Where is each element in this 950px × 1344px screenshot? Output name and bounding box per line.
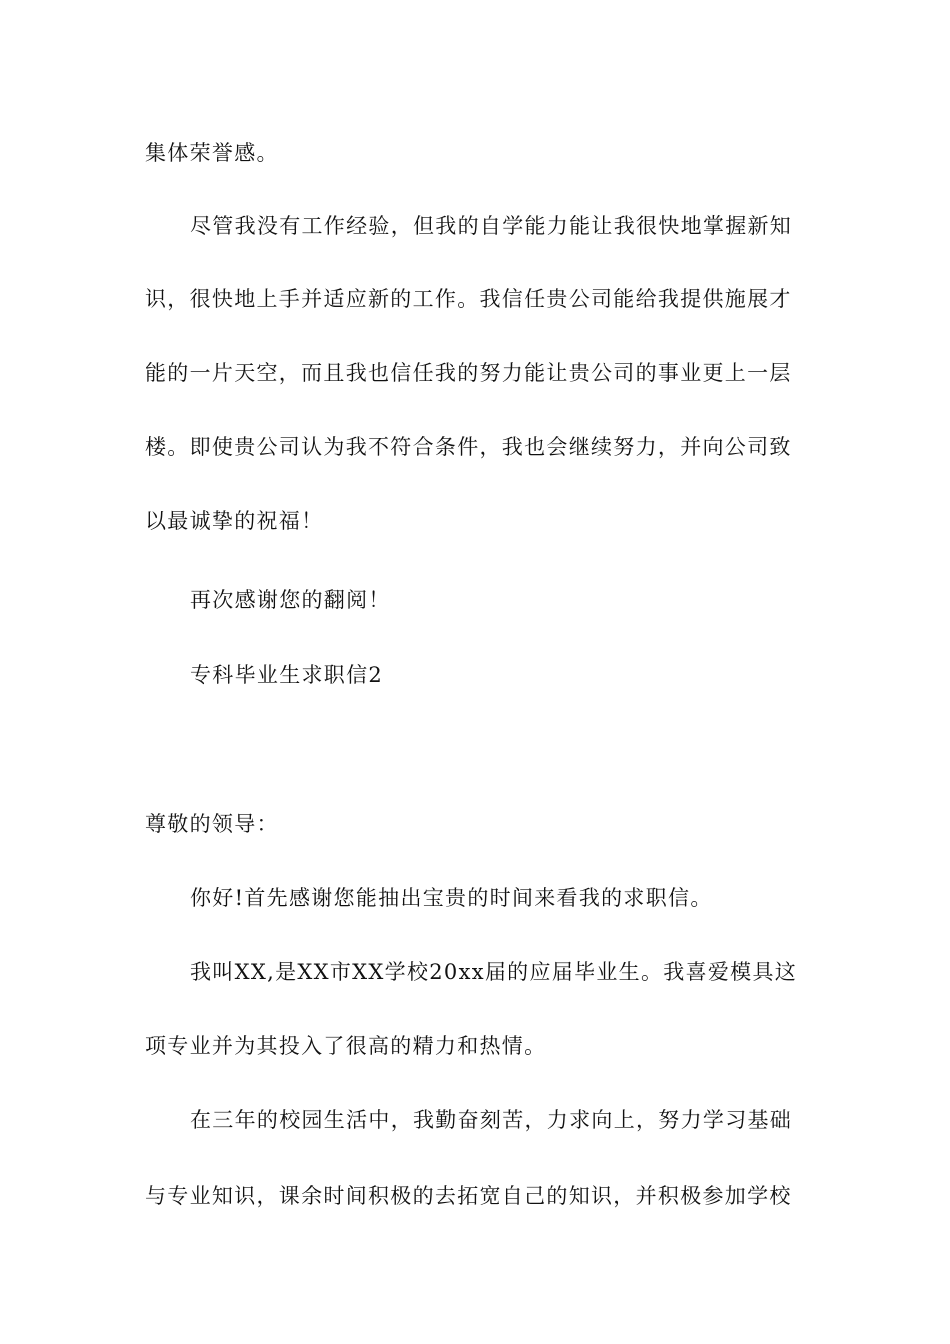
paragraph-line: 以最诚挚的祝福！ xyxy=(145,509,324,533)
section-heading: 专科毕业生求职信2 xyxy=(190,663,384,687)
paragraph-line: 能的一片天空，而且我也信任我的努力能让贵公司的事业更上一层 xyxy=(145,361,792,385)
paragraph-line: 你好!首先感谢您能抽出宝贵的时间来看我的求职信。 xyxy=(190,886,713,910)
paragraph-line: 识，很快地上手并适应新的工作。我信任贵公司能给我提供施展才 xyxy=(145,287,792,311)
paragraph-line: 楼。即使贵公司认为我不符合条件，我也会继续努力，并向公司致 xyxy=(145,435,792,459)
paragraph-line: 我叫XX,是XX市XX学校20xx届的应届毕业生。我喜爱模具这 xyxy=(190,960,798,984)
salutation: 尊敬的领导： xyxy=(145,812,279,836)
paragraph-line: 项专业并为其投入了很高的精力和热情。 xyxy=(145,1034,547,1058)
paragraph-line: 再次感谢您的翻阅！ xyxy=(190,588,391,612)
paragraph-line: 与专业知识，课余时间积极的去拓宽自己的知识，并积极参加学校 xyxy=(145,1184,792,1208)
paragraph-line: 在三年的校园生活中，我勤奋刻苦，力求向上，努力学习基础 xyxy=(190,1108,793,1132)
paragraph-line: 集体荣誉感。 xyxy=(145,141,279,165)
paragraph-line: 尽管我没有工作经验，但我的自学能力能让我很快地掌握新知 xyxy=(190,214,793,238)
